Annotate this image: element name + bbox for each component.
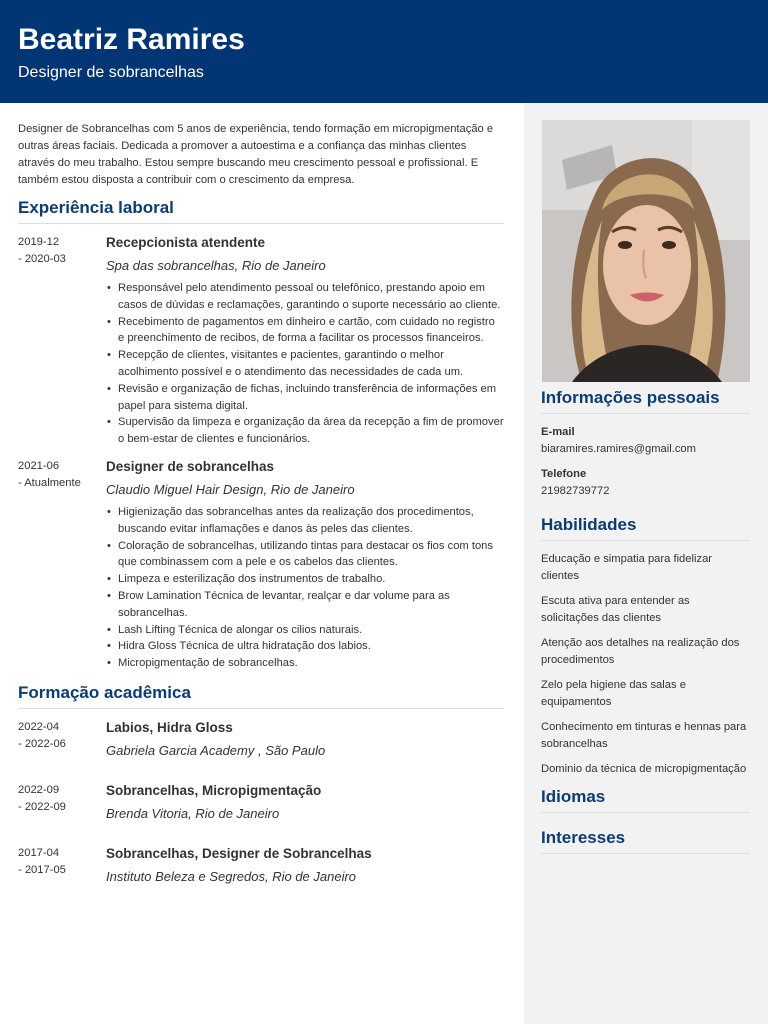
interests-heading: Interesses [541,827,750,854]
profile-photo [542,120,750,382]
skill-item: Dominio da técnica de micropigmentação [541,763,747,775]
sidebar [524,103,768,1024]
education-entry [18,782,504,828]
main-column [18,121,504,908]
education-list [18,719,504,891]
degree: Sobrancelhas, Micropigmentação [106,782,322,798]
resume-header [0,0,768,103]
bullet-item: • Recebimento de pagamentos em dinheiro e cartão, com cuidado no registro e preenchimento de recibos, de forma a facilitar os processos financeiros. [106,314,504,348]
job-org: Spa das sobrancelhas, Rio de Janeiro [106,258,326,273]
date-end: - 2017-05 [18,863,66,876]
date-end: - 2020-03 [18,253,66,265]
bullet-item: • Hidra Gloss Técnica de ultra hidratação dos labios. [106,638,504,655]
candidate-title: Designer de sobrancelhas [18,64,204,81]
skills-heading: Habilidades [541,514,750,541]
experience-entry [18,458,504,672]
profile-summary: Designer de Sobrancelhas com 5 anos de experiência, tendo formação em micropigmentação e outras áreas faciais. Dedicada a promover a autoestima e a confiança das minhas clientes através do meu trabalho. Estou sempre buscando meu crescimento pessoal e profissional. E também estou disposta a contribuir com o crescimento da empresa. [18,123,494,186]
personal-info-heading: Informações pessoais [541,387,750,414]
skill-item: Conhecimento em tinturas e hennas para sobrancelhas [541,721,747,750]
email-label: E-mail [541,426,575,438]
job-role: Designer de sobrancelhas [106,458,275,474]
entry-dates [18,458,106,672]
email-value: biaramires.ramires@gmail.com [541,443,696,455]
bullet-item: • Lash Lifting Técnica de alongar os cilios naturais. [106,622,504,639]
entry-dates [18,782,106,828]
degree: Labios, Hidra Gloss [106,719,233,735]
phone-block [541,466,750,500]
school: Brenda Vitoria, Rio de Janeiro [106,805,280,821]
school: Instituto Beleza e Segredos, Rio de Janeiro [106,868,357,884]
entry-dates [18,234,106,448]
job-org: Claudio Miguel Hair Design, Rio de Janeiro [106,481,355,497]
education-entry [18,719,504,765]
education-entry [18,845,504,891]
experience-heading: Experiência laboral [18,197,504,224]
date-start: 2019-12 [18,236,60,248]
entry-dates [18,845,106,891]
skill-item: Atenção aos detalhes na realização dos procedimentos [541,637,740,666]
bullet-item: • Responsável pelo atendimento pessoal ou telefônico, prestando apoio em casos de dúvidas e reclamações, garantindo o suporte necessário ao cliente. [106,280,504,314]
experience-list [18,234,504,672]
bullet-item: • Revisão e organização de fichas, incluindo transferência de informações em papel para sistema digital. [106,381,504,415]
date-start: 2017-04 [18,846,60,859]
bullet-item: • Limpeza e esterilização dos instrumentos de trabalho. [106,571,504,588]
bullet-item: • Micropigmentação de sobrancelhas. [106,655,504,672]
phone-label: Telefone [541,468,587,480]
skill-item: Zelo pela higiene das salas e equipamentos [541,679,686,708]
date-start: 2022-09 [18,783,60,796]
bullet-item: • Brow Lamination Técnica de levantar, realçar e dar volume para as sobrancelhas. [106,588,504,622]
experience-entry [18,234,504,448]
date-start: 2022-04 [18,720,60,733]
date-end: - Atualmente [18,476,81,489]
skill-item: Escuta ativa para entender as solicitações das clientes [541,595,690,624]
date-end: - 2022-09 [18,800,66,813]
bullet-item: • Coloração de sobrancelhas, utilizando tintas para destacar os fios com tons que combinassem com a pele e os cabelos das clientes. [106,538,504,572]
degree: Sobrancelhas, Designer de Sobrancelhas [106,845,372,861]
bullet-item: • Recepção de clientes, visitantes e pacientes, garantindo o melhor acolhimento possível e o atendimento das necessidades de cada um. [106,347,504,381]
languages-heading: Idiomas [541,786,750,813]
email-block [541,424,750,458]
school: Gabriela Garcia Academy , São Paulo [106,742,326,758]
bullet-item: • Supervisão da limpeza e organização da área da recepção a fim de promover o bem-estar de clientes e funcionários. [106,414,504,448]
date-end: - 2022-06 [18,737,66,750]
education-heading: Formação acadêmica [18,682,504,709]
skills-list [541,551,750,778]
job-bullets [106,504,504,672]
sidebar-content [541,387,750,854]
skill-item: Educação e simpatia para fidelizar clientes [541,553,713,582]
candidate-name: Beatriz Ramires [18,23,245,56]
job-role: Recepcionista atendente [106,235,266,250]
bullet-item: • Higienização das sobrancelhas antes da realização dos procedimentos, buscando evitar inflamações e danos às peles das clientes. [106,504,504,538]
job-bullets [106,280,504,448]
date-start: 2021-06 [18,459,60,472]
phone-value: 21982739772 [541,485,610,497]
entry-dates [18,719,106,765]
